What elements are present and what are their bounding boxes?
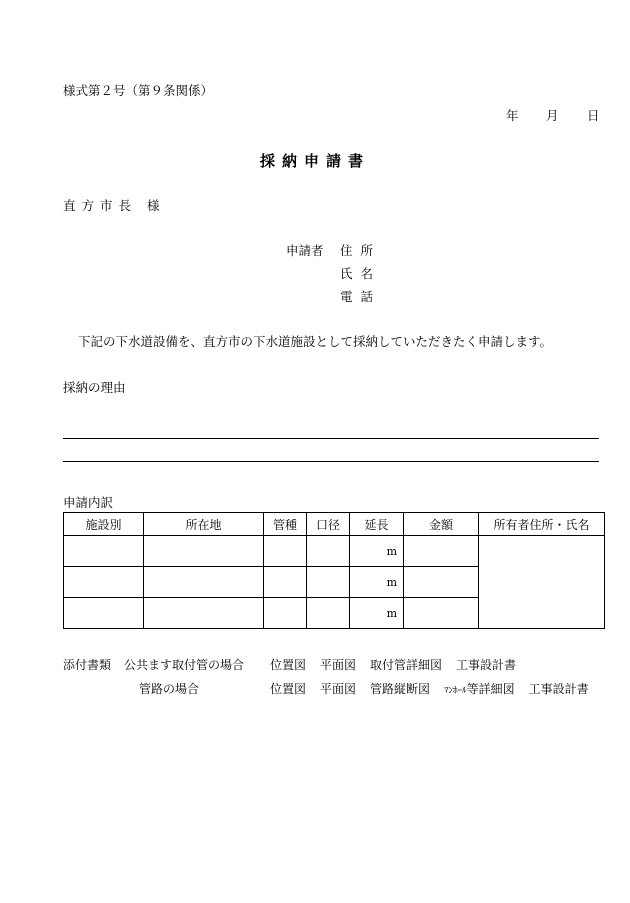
doc-item: 工事設計書 xyxy=(456,658,517,672)
cell-diameter xyxy=(307,598,350,629)
cell-length-unit: m xyxy=(350,536,404,567)
breakdown-table xyxy=(63,512,605,629)
cell-location xyxy=(144,536,264,567)
header-location: 所在地 xyxy=(144,513,264,536)
cell-location xyxy=(144,598,264,629)
cell-pipe-type xyxy=(264,536,307,567)
doc-item: 位置図 xyxy=(270,682,307,696)
doc-item: 位置図 xyxy=(270,658,307,672)
header-diameter: 口径 xyxy=(307,513,350,536)
table-header-row xyxy=(64,513,605,536)
cell-facility-type xyxy=(64,598,144,629)
cell-diameter xyxy=(307,567,350,598)
form-number: 様式第２号（第９条関係） xyxy=(63,83,214,98)
cell-amount xyxy=(404,598,479,629)
addressee: 直方市長 様 xyxy=(63,198,166,213)
cell-amount xyxy=(404,567,479,598)
applicant-address-label: 住所 xyxy=(340,243,382,258)
doc-item: 平面図 xyxy=(320,682,357,696)
document-title: 採納申請書 xyxy=(259,152,370,170)
cell-facility-type xyxy=(64,536,144,567)
doc-item: 等詳細図 xyxy=(466,682,515,696)
reason-line-2 xyxy=(63,461,599,462)
doc-item: 取付管詳細図 xyxy=(370,658,443,672)
cell-length-unit: m xyxy=(350,567,404,598)
cell-diameter xyxy=(307,536,350,567)
reason-line-1 xyxy=(63,438,599,439)
header-facility-type: 施設別 xyxy=(64,513,144,536)
attachment-case-2: 管路の場合 xyxy=(139,682,200,696)
date-year: 年 xyxy=(506,108,519,123)
cell-location xyxy=(144,567,264,598)
doc-item: 工事設計書 xyxy=(528,682,589,696)
cell-owner xyxy=(479,536,605,629)
applicant-phone-label: 電話 xyxy=(340,289,382,304)
header-owner: 所有者住所・氏名 xyxy=(479,513,605,536)
cell-pipe-type xyxy=(264,598,307,629)
doc-item: 平面図 xyxy=(320,658,357,672)
cell-facility-type xyxy=(64,567,144,598)
header-amount: 金額 xyxy=(404,513,479,536)
date-month: 月 xyxy=(546,108,559,123)
reason-label: 採納の理由 xyxy=(63,380,126,395)
attachments-label: 添付書類 xyxy=(63,658,112,672)
attachment-case-1: 公共ます取付管の場合 xyxy=(124,658,245,672)
request-statement: 下記の下水道設備を、直方市の下水道施設として採納していただきたく申請します。 xyxy=(78,334,553,349)
header-pipe-type: 管種 xyxy=(264,513,307,536)
date-day: 日 xyxy=(587,108,600,123)
cell-length-unit: m xyxy=(350,598,404,629)
table-row xyxy=(64,536,605,567)
doc-item: 管路縦断図 xyxy=(370,682,431,696)
cell-pipe-type xyxy=(264,567,307,598)
attachment-docs-1 xyxy=(270,656,516,673)
attachment-docs-2 xyxy=(270,680,589,697)
doc-item-small: ﾏﾝﾎｰﾙ xyxy=(444,686,467,696)
breakdown-label: 申請内訳 xyxy=(63,495,114,510)
applicant-name-label: 氏名 xyxy=(340,266,382,281)
cell-amount xyxy=(404,536,479,567)
header-length: 延長 xyxy=(350,513,404,536)
applicant-label: 申請者 xyxy=(286,243,324,258)
